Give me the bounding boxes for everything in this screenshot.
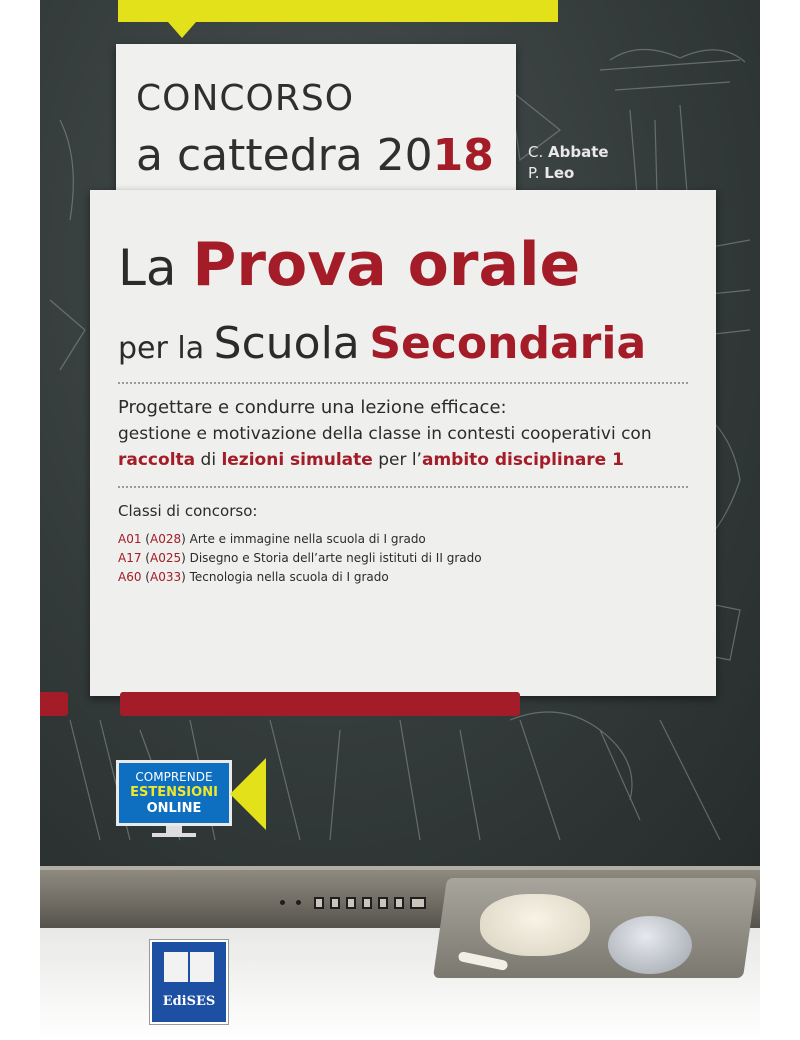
usb-port-icon — [346, 897, 356, 909]
ethernet-port-icon — [410, 897, 426, 909]
led-dot — [280, 900, 285, 905]
classes-list — [118, 530, 482, 587]
usb-port-icon — [362, 897, 372, 909]
publisher-name: EdiSES — [162, 994, 216, 1009]
online-extensions-badge — [116, 760, 232, 826]
usb-port-icon — [330, 897, 340, 909]
description-ambito: ambito disciplinare 1 — [421, 450, 624, 470]
book-cover — [40, 0, 760, 1040]
description-line-3 — [118, 447, 708, 473]
title-prova-orale: Prova orale — [192, 230, 581, 300]
red-side-tab — [40, 692, 68, 716]
series-line-2-prefix: a cattedra 20 — [136, 130, 433, 181]
author-2-name: Leo — [544, 164, 575, 182]
felt-eraser — [480, 894, 590, 956]
red-strip — [120, 692, 520, 716]
class-item: A17 (A025) Disegno e Storia dell’arte negli istituti di II grado — [118, 551, 482, 565]
led-dot — [296, 900, 301, 905]
author-2 — [528, 163, 609, 184]
badge-line-2: ESTENSIONI — [130, 785, 218, 800]
class-code: A17 — [118, 551, 142, 565]
author-1-name: Abbate — [548, 143, 609, 161]
author-2-initial: P. — [528, 164, 540, 182]
class-old-code: A025 — [149, 551, 182, 565]
series-year: 18 — [432, 130, 494, 181]
monitor-base — [152, 833, 196, 837]
class-code: A60 — [118, 570, 142, 584]
title-line-2 — [118, 318, 646, 369]
title-la: La — [118, 239, 177, 297]
main-title-box — [90, 190, 716, 696]
usb-port-icon — [378, 897, 388, 909]
open-book-icon — [164, 952, 214, 982]
class-old-code: A033 — [149, 570, 182, 584]
top-yellow-bar — [118, 0, 558, 22]
usb-port-icon — [394, 897, 404, 909]
series-line-1: CONCORSO — [136, 78, 355, 119]
series-label-box — [116, 44, 516, 204]
description — [118, 395, 708, 473]
title-scuola: Scuola — [213, 318, 360, 369]
class-text: Tecnologia nella scuola di I grado — [189, 570, 389, 584]
yellow-pointer — [168, 22, 196, 38]
title-line-1 — [118, 230, 580, 300]
author-1 — [528, 142, 609, 163]
title-secondaria: Secondaria — [369, 318, 647, 369]
usb-port-icon — [314, 897, 324, 909]
description-lezioni-simulate: lezioni simulate — [221, 450, 373, 470]
description-di: di — [200, 450, 217, 470]
classes-heading: Classi di concorso: — [118, 502, 258, 520]
description-lead: Progettare e condurre una lezione efficace: — [118, 397, 507, 418]
author-1-initial: C. — [528, 143, 544, 161]
yellow-arrow-icon — [230, 758, 266, 830]
publisher-logo — [150, 940, 228, 1024]
computer-mouse — [608, 916, 692, 974]
series-line-2 — [136, 130, 494, 181]
dotted-divider-2 — [118, 486, 688, 488]
class-text: Disegno e Storia dell’arte negli istituti di II grado — [189, 551, 482, 565]
badge-line-3: ONLINE — [146, 801, 202, 816]
description-raccolta: raccolta — [118, 450, 196, 470]
dotted-divider-1 — [118, 382, 688, 384]
title-per-la: per la — [118, 331, 205, 366]
description-line-2: gestione e motivazione della classe in contesti cooperativi con — [118, 424, 652, 444]
class-item: A01 (A028) Arte e immagine nella scuola di I grado — [118, 532, 426, 546]
authors — [528, 142, 609, 184]
badge-line-1: COMPRENDE — [135, 770, 213, 784]
class-old-code: A028 — [149, 532, 182, 546]
class-text: Arte e immagine nella scuola di I grado — [189, 532, 426, 546]
description-per-l: per l’ — [378, 450, 422, 470]
class-code: A01 — [118, 532, 142, 546]
class-item: A60 (A033) Tecnologia nella scuola di I grado — [118, 570, 389, 584]
